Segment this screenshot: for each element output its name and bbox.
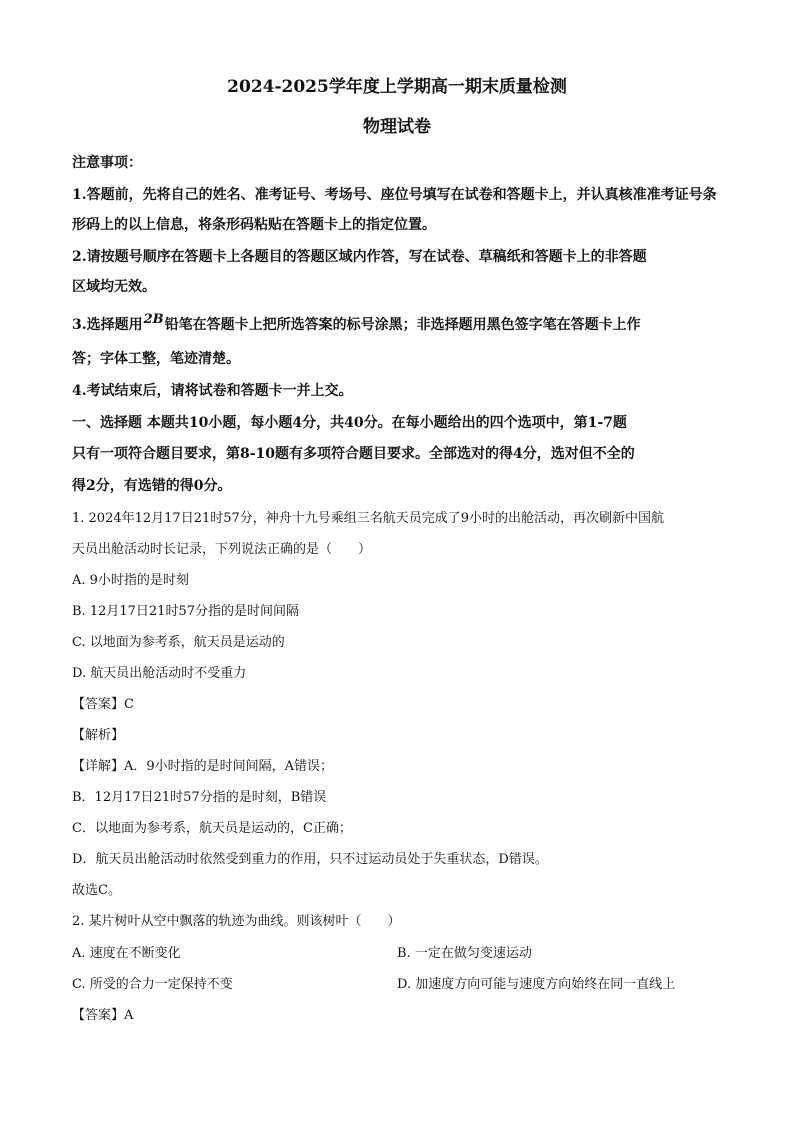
notice-item-3-line-2: 答；字体工整，笔迹清楚。	[72, 351, 240, 367]
q1-option-d: D. 航天员出舱活动时不受重力	[72, 666, 247, 681]
notice-item-3-prefix: 3.选择题用	[72, 317, 143, 333]
section-1-line-2: 只有一项符合题目要求，第8-10题有多项符合题目要求。全部选对的得4分，选对但不全的	[72, 446, 635, 462]
q2-option-d: D. 加速度方向可能与速度方向始终在同一直线上	[397, 977, 676, 992]
q1-conclusion: 故选C。	[72, 883, 121, 898]
notice-item-2-line-1: 2.请按题号顺序在答题卡上各题目的答题区域内作答，写在试卷、草稿纸和答题卡上的非答题	[72, 249, 647, 265]
section-1-line-1: 一、选择题 本题共10小题，每小题4分，共40分。在每小题给出的四个选项中，第1-7题	[72, 415, 627, 431]
q1-option-c: C. 以地面为参考系，航天员是运动的	[72, 635, 285, 650]
notice-item-3-line-1	[72, 314, 641, 334]
q1-option-b: B. 12月17日21时57分指的是时间间隔	[72, 604, 299, 619]
q1-detail-c: C．以地面为参考系，航天员是运动的，C正确；	[72, 821, 352, 836]
q1-stem-line-1: 1. 2024年12月17日21时57分，神舟十九号乘组三名航天员完成了9小时的出舱活动，再次刷新中国航	[72, 511, 665, 526]
q2-stem: 2. 某片树叶从空中飘落的轨迹为曲线。则该树叶（ ）	[72, 914, 401, 929]
q1-detail-b: B．12月17日21时57分指的是时刻，B错误	[72, 790, 327, 805]
notice-item-2-line-2: 区域均无效。	[72, 279, 156, 295]
q2-answer: 【答案】A	[72, 1008, 134, 1023]
q1-detail-a: 【详解】A．9小时指的是时间间隔，A错误；	[72, 759, 334, 774]
notice-item-3-suffix: 铅笔在答题卡上把所选答案的标号涂黑；非选择题用黑色签字笔在答题卡上作	[164, 317, 641, 333]
q2-option-c: C. 所受的合力一定保持不变	[72, 977, 233, 992]
pencil-grade: 2B	[143, 312, 164, 327]
notice-item-4: 4.考试结束后，请将试卷和答题卡一并上交。	[72, 383, 353, 399]
notice-heading: 注意事项：	[72, 155, 142, 171]
q1-option-a: A. 9小时指的是时刻	[72, 573, 189, 588]
q1-stem-line-2: 天员出舱活动时长记录，下列说法正确的是（ ）	[72, 542, 372, 557]
exam-subject: 物理试卷	[363, 117, 431, 137]
q1-detail-d: D．航天员出舱活动时依然受到重力的作用，只不过运动员处于失重状态，D错误。	[72, 852, 548, 867]
q2-option-b: B. 一定在做匀变速运动	[397, 946, 532, 961]
notice-item-1-line-2: 形码上的以上信息，将条形码粘贴在答题卡上的指定位置。	[72, 217, 436, 233]
q1-answer: 【答案】C	[72, 697, 134, 712]
section-1-line-3: 得2分，有选错的得0分。	[72, 478, 232, 494]
notice-item-1-line-1: 1.答题前，先将自己的姓名、准考证号、考场号、座位号填写在试卷和答题卡上，并认真核准准考证号条	[72, 187, 717, 203]
q2-option-a: A. 速度在不断变化	[72, 946, 181, 961]
q1-analysis-label: 【解析】	[72, 728, 125, 743]
exam-title: 2024-2025学年度上学期高一期末质量检测	[227, 77, 567, 97]
